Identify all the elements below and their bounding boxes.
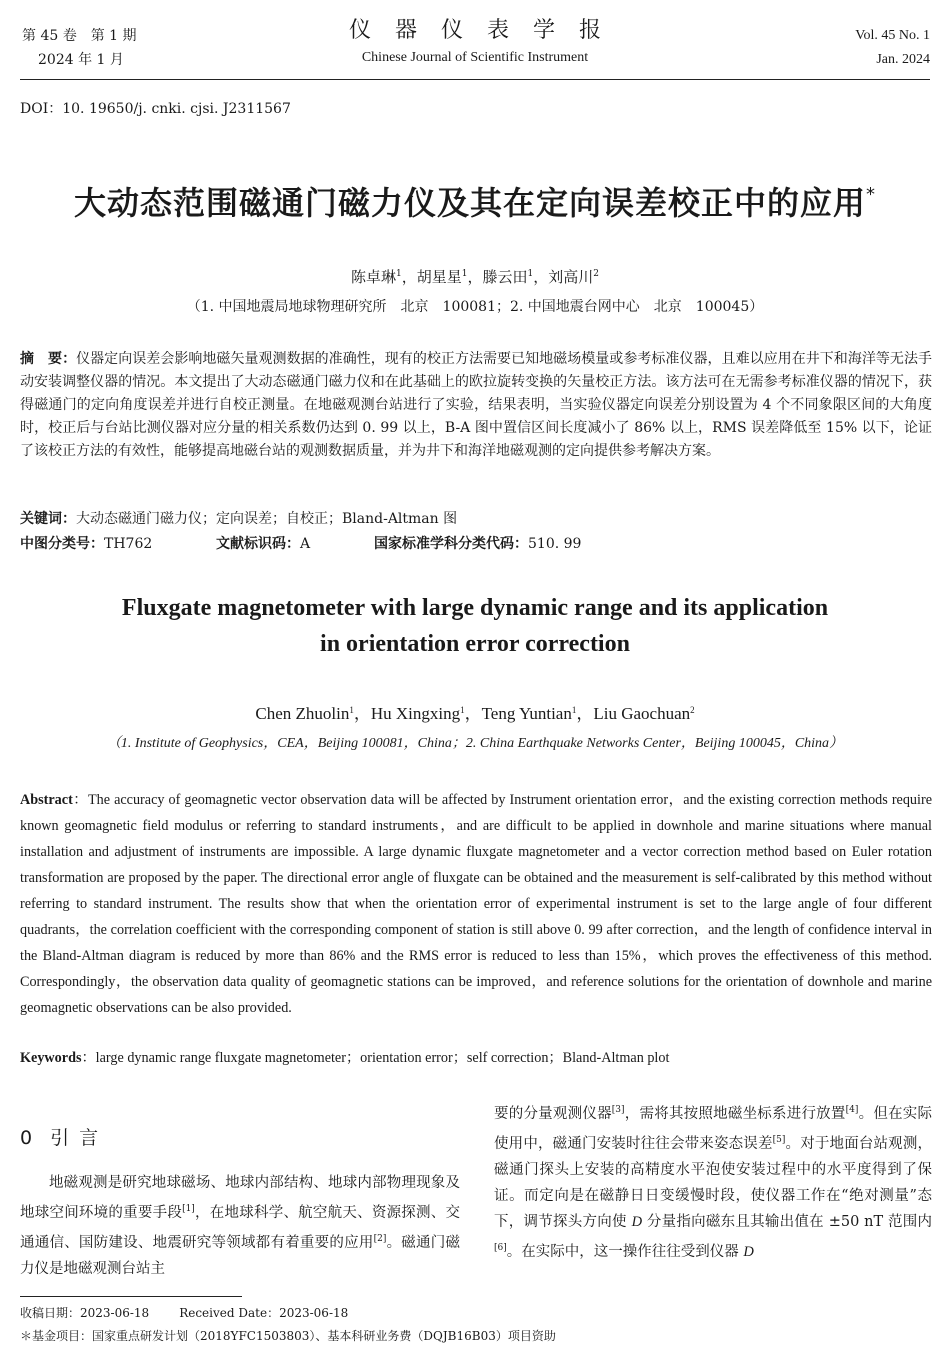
author-en: Liu Gaochuan <box>593 704 691 723</box>
subject-code-value: 510. 99 <box>528 536 582 552</box>
author-affil-sup: 2 <box>690 705 695 715</box>
citation: [2] <box>373 1234 387 1244</box>
abstract-en <box>20 787 932 1021</box>
volume-issue-cn: 第 45 卷 第 1 期 <box>22 28 137 44</box>
title-en-line2: in orientation error correction <box>320 631 630 657</box>
author-affil-sup: 1 <box>460 705 465 715</box>
variable-d: D <box>743 1244 754 1260</box>
journal-title-en: Chinese Journal of Scientific Instrument <box>361 50 589 65</box>
authors-en: Chen Zhuolin$^1$，Hu Xingxing$^1$，Teng Yuntian$^1$，Liu Gaochuan$^2$ <box>255 704 695 723</box>
authors-cn: 陈卓琳$^1$，胡星星$^1$，滕云田$^1$，刘高川$^2$ <box>350 268 600 286</box>
author-affil-sup: 1 <box>349 705 354 715</box>
author-affil-sup: 2 <box>593 269 600 279</box>
affiliation-en: （1. Institute of Geophysics，CEA，Beijing 100081，China；2. China Earthquake Networks Center，Beijing 100045，China） <box>106 736 844 751</box>
journal-title-cn: 仪器仪表学报 <box>348 18 625 43</box>
subject-code-label: 国家标准学科分类代码： <box>374 536 528 552</box>
footnote-fund: ＊基金项目：国家重点研发计划（2018YFC1503803）、基本科研业务费（DQJB16B03）项目资助 <box>20 1329 556 1343</box>
author-affil-sup: 1 <box>571 705 577 715</box>
citation: [6] <box>494 1243 507 1253</box>
variable-d: D <box>631 1214 643 1230</box>
title-en <box>0 590 950 662</box>
abstract-cn-label: 摘 要： <box>20 351 77 367</box>
section-number: 0 <box>20 1127 51 1149</box>
intro-paragraph-left <box>20 1170 460 1282</box>
abstract-en-label: Abstract <box>20 792 73 808</box>
clc-value: TH762 <box>104 536 153 552</box>
author-cn: 胡星星 <box>416 268 462 286</box>
date-cn: 2024 年 1 月 <box>38 52 124 68</box>
author-en: Teng Yuntian <box>481 704 572 723</box>
title-en-line1: Fluxgate magnetometer with large dynamic range and its application <box>121 595 829 621</box>
text-run: 分量指向磁东且其输出值在 ±50 nT 范围内 <box>642 1214 933 1230</box>
author-en: Hu Xingxing <box>370 704 461 723</box>
keywords-en <box>20 1045 932 1071</box>
keywords-cn-text: 大动态磁通门磁力仪；定向误差；自校正；Bland-Altman 图 <box>76 511 458 527</box>
author-affil-sup: 1 <box>395 269 402 279</box>
citation: [4] <box>845 1105 859 1115</box>
title-cn <box>0 172 950 226</box>
title-footnote-mark: * <box>866 184 876 205</box>
abstract-en-text: ：The accuracy of geomagnetic vector observation data will be affected by Instrument orientation error，and the existing correction methods require known geomagnetic field modulus or referring to standard instruments，and are difficult to be applied in downhole and marine situations where manual installation and adjustment of instruments are impossible. A large dynamic fluxgate magnetometer and a vector correction method based on Euler rotation transformation are proposed by the paper. The directional error angle of fluxgate can be obtained and the measurement is self-calibrated by this method without referring to standard instrument. The results show that when the orientation error of experimental instrument is set to the large angle of four different quadrants，the correlation coefficient with the corresponding component of station is still above 0. 99 after correction，and the length of confidence interval in the Bland-Altman diagram is reduced by more than 86% and the RMS error is reduced to less than 15%，which proves the effectiveness of this method. Correspondingly，the observation data quality of geomagnetic stations can be improved，and reference solutions for the orientation of downhole and marine geomagnetic observations can be also provided. <box>20 792 932 1016</box>
body-left-column <box>20 1120 460 1282</box>
section-heading <box>20 1120 460 1156</box>
text-run: 要的分量观测仪器 <box>494 1106 612 1122</box>
doc-code-value: A <box>300 536 311 552</box>
footnote-rule <box>20 1296 242 1297</box>
volume-issue-en: Vol. 45 No. 1 <box>855 28 930 43</box>
citation: [1] <box>182 1204 195 1214</box>
clc-label: 中图分类号： <box>20 536 104 552</box>
text-run: ，在地球科学、航空航天、资源探测、交通通信、国防建设、地震研究等领域都有着重要的应用 <box>20 1205 461 1251</box>
author-affil-sup: 1 <box>461 269 468 279</box>
keywords-cn <box>20 508 932 530</box>
citation: [3] <box>611 1105 625 1115</box>
author-cn: 刘高川 <box>548 268 594 286</box>
text-run: 。磁通门磁力仪是地磁观测台站主 <box>20 1235 461 1277</box>
author-cn: 陈卓琳 <box>350 268 396 286</box>
author-cn: 滕云田 <box>482 268 528 286</box>
abstract-cn-text: 仪器定向误差会影响地磁矢量观测数据的准确性，现有的校正方法需要已知地磁场模量或参考标准仪器，且难以应用在井下和海洋等无法手动安装调整仪器的情况。本文提出了大动态磁通门磁力仪和在此基础上的欧拉旋转变换的矢量校正方法。该方法可在无需参考标准仪器的情况下，获得磁通门的定向角度误差并进行自校正测量。在地磁观测台站进行了实验，结果表明，当实验仪器定向误差分别设置为 4 个不同象限区间的大角度时，校正后与台站比测仪器对应分量的相关系数仍达到 0. 99 以上，B-A 图中置信区间长度减小了 86% 以上，RMS 误差降低至 15% 以下，论证了该校正方法的有效性，能够提高地磁台站的观测数据质量，并为井下和海洋地磁观测的定向提供参考解决方案。 <box>20 351 932 459</box>
date-en: Jan. 2024 <box>876 52 930 67</box>
header-center <box>0 16 950 70</box>
text-run: ，需将其按照地磁坐标系进行放置 <box>624 1106 846 1122</box>
abstract-cn <box>20 348 932 463</box>
keywords-en-text: ：large dynamic range fluxgate magnetometer；orientation error；self correction；Bland-Altman plot <box>81 1050 670 1066</box>
text-run: 。但在实际使用中，磁通门安装时往往会带来姿态误差 <box>494 1106 933 1152</box>
header-rule <box>20 79 930 80</box>
author-affil-sup: 1 <box>527 269 534 279</box>
received-date-cn: 收稿日期：2023-06-18 <box>20 1306 150 1320</box>
text-run: 。对于地面台站观测，磁通门探头上安装的高精度水平泡使安装过程中的水平度得到了保证。而定向是在磁静日日变缓慢时段，使仪器工作在“绝对测量”态下，调节探头方向使 <box>494 1136 933 1230</box>
header-right <box>855 24 930 72</box>
author-en: Chen Zhuolin <box>255 704 350 723</box>
citation: [5] <box>772 1135 786 1145</box>
text-run: 地磁观测是研究地球磁场、地球内部结构、地球内部物理现象及地球空间环境的重要手段 <box>20 1175 460 1221</box>
affiliation-cn: （1. 中国地震局地球物理研究所 北京 100081；2. 中国地震台网中心 北京 100045） <box>186 299 764 315</box>
received-date-en: Received Date：2023-06-18 <box>179 1306 349 1320</box>
section-title: 引言 <box>50 1127 109 1149</box>
doi: DOI：10. 19650/j. cnki. cjsi. J2311567 <box>20 101 291 117</box>
footnote-received <box>20 1303 348 1323</box>
text-run: 。在实际中，这一操作往往受到仪器 <box>506 1244 744 1260</box>
keywords-cn-label: 关键词： <box>20 511 76 527</box>
doc-code-label: 文献标识码： <box>216 536 300 552</box>
body-right-column <box>494 1097 932 1265</box>
keywords-en-label: Keywords <box>20 1050 82 1066</box>
title-cn-text: 大动态范围磁通门磁力仪及其在定向误差校正中的应用 <box>73 184 866 222</box>
